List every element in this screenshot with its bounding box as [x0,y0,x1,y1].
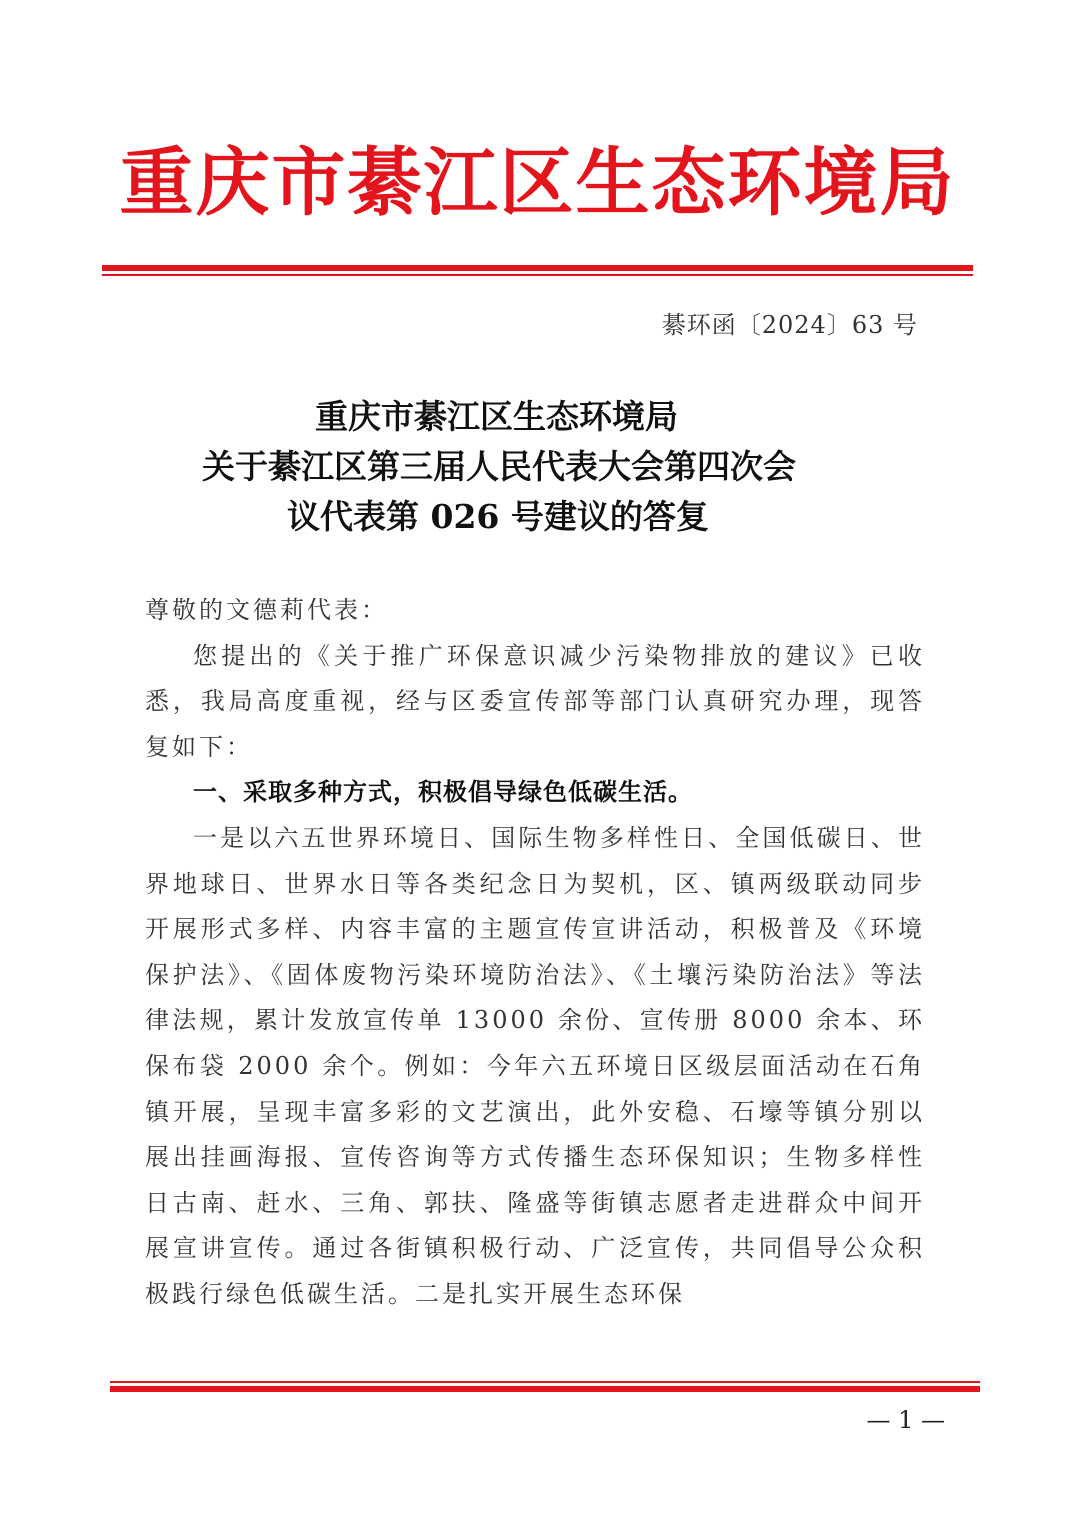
agency-masthead: 重庆市綦江区生态环境局 [119,140,956,226]
salutation: 尊敬的文德莉代表： [145,596,388,624]
section-paragraph: 一是以六五世界环境日、国际生物多样性日、全国低碳日、世界地球日、世界水日等各类纪念日为契机，区、镇两级联动同步开展形式多样、内容丰富的主题宣传宣讲活动，积极普及《环境保护法》、《固体废物污染环境防治法》、《土壤污染防治法》等法律法规，累计发放宣传单 13000 余份、宣传册 8000 余本、环保布袋 2000 余个。例如：今年六五环境日区级层面活动在石角镇开展，呈现丰富多彩的文艺演出，此外安稳、石壕等镇分别以展出挂画海报、宣传咨询等方式传播生态环保知识；生物多样性日古南、赶水、三角、郭扶、隆盛等街镇志愿者走进群众中间开展宣讲宣传。通过各街镇积极行动、广泛宣传，共同倡导公众积极践行绿色低碳生活。二是扎实开展生态环保 [145,823,925,1308]
title-line-3: 议代表第 026 号建议的答复 [287,497,709,536]
title-line-1: 重庆市綦江区生态环境局 [315,397,678,436]
document-number: 綦环函〔2024〕63 号 [661,311,918,339]
document-body [145,588,925,1318]
footer-divider [110,1381,980,1392]
masthead-divider [102,265,973,276]
document-title [140,392,990,542]
section-heading: 一、采取多种方式，积极倡导绿色低碳生活。 [193,778,693,807]
title-line-2: 关于綦江区第三届人民代表大会第四次会 [202,447,796,486]
intro-paragraph: 您提出的《关于推广环保意识减少污染物排放的建议》已收悉，我局高度重视，经与区委宣传部等部门认真研究办理，现答复如下： [145,641,925,761]
page-number: — 1 — [866,1406,945,1434]
